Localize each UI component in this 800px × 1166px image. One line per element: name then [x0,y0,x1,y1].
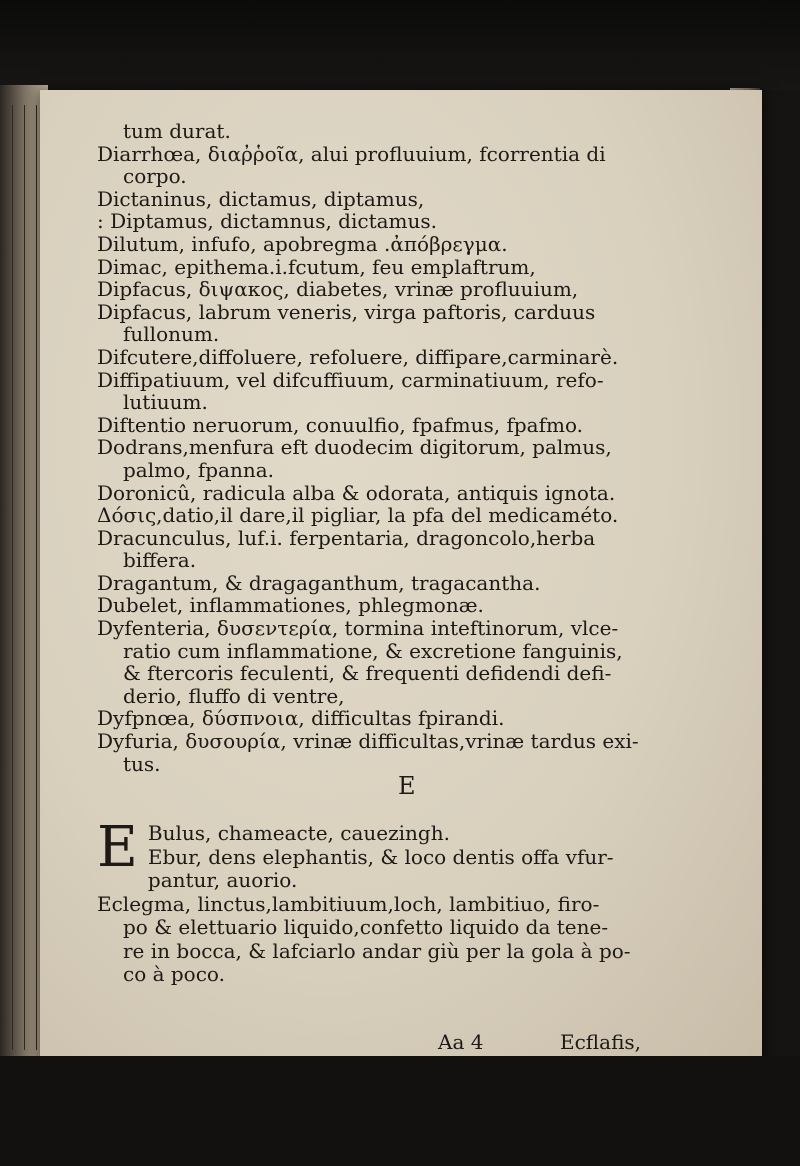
text-line: Dracunculus, luf.i. ferpentaria, dragoncolo,herba [97,525,596,550]
text-line: Diftentio neruorum, conuulfio, fpafmus, fpafmo. [97,412,584,437]
text-line: corpo. [123,164,187,189]
text-line: Diffipatiuum, vel difcuffiuum, carminatiuum, refo- [97,367,604,392]
text-line: Difcutere,diffoluere, refoluere, diffipare,carminarè. [97,344,619,369]
catchword: Ecflafis, [560,1030,642,1054]
text-line: Dipfacus, διψακος, diabetes, vrinæ profluuium, [97,277,579,302]
text-line: Dodrans,menfura eft duodecim digitorum, palmus, [97,435,612,460]
text-line: lutiuum. [123,390,208,415]
text-line: Dyfenteria, δυσεντερία, tormina inteftinorum, vlce- [97,616,619,641]
text-line: & ftercoris feculenti, & frequenti defidendi defi- [123,661,612,686]
text-line: Dipfacus, labrum veneris, virga paftoris, carduus [97,299,596,324]
text-line: tus. [123,751,161,776]
text-line: derio, fluffo di ventre, [123,683,345,708]
text-line: Δόσις,datio,il dare,il pigliar, la pfa del medicaméto. [97,503,619,528]
text-line: Diarrhœa, διαῤῥοῖα, alui profluuium, fcorrentia di [97,141,606,166]
text-line: co à poco. [123,962,225,986]
text-line: Dyfpnœa, δύσπνοια, difficultas fpirandi. [97,706,505,731]
text-line: po & elettuario liquido,confetto liquido da tene- [123,915,609,939]
text-line: Eclegma, linctus,lambitiuum,loch, lambitiuo, firo- [97,891,600,916]
text-line: : Diptamus, dictamnus, dictamus. [97,209,438,234]
text-line: Dimac, epithema.i.fcutum, feu emplaftrum, [97,254,536,279]
glossary-entries-d [97,120,722,775]
text-line: Dilutum, infufo, apobregma .ἀπόβρεγμα. [97,231,508,256]
text-line: ratio cum inflammatione, & excretione fanguinis, [123,638,623,663]
glossary-entries-e [97,815,722,987]
text-line: tum durat. [123,119,231,143]
text-line: biffera. [123,548,197,573]
text-line: Ebur, dens elephantis, & loco dentis offa vfur- [147,844,614,869]
scan-background-bottom [0,1056,800,1166]
text-line: Dubelet, inflammationes, phlegmonæ. [97,593,484,618]
section-heading-e: E [398,772,416,800]
text-line: pantur, auorio. [147,868,298,892]
scan-background-top [0,0,800,90]
text-line: Dragantum, & dragaganthum, tragacantha. [97,570,541,595]
text-line: palmo, fpanna. [123,457,275,482]
signature-mark: Aa 4 [438,1030,484,1054]
text-line: fullonum. [123,322,220,347]
text-line: Doronicû, radicula alba & odorata, antiquis ignota. [97,480,616,505]
text-line: re in bocca, & lafciarlo andar giù per la gola à po- [123,938,631,963]
text-line: Bulus, chameacte, cauezingh. [147,821,450,845]
text-line: Dyfuria, δυσουρία, vrinæ difficultas,vrinæ tardus exi- [97,729,639,754]
drop-cap-letter: E [97,815,138,880]
text-line: Dictaninus, dictamus, diptamus, [97,186,425,211]
